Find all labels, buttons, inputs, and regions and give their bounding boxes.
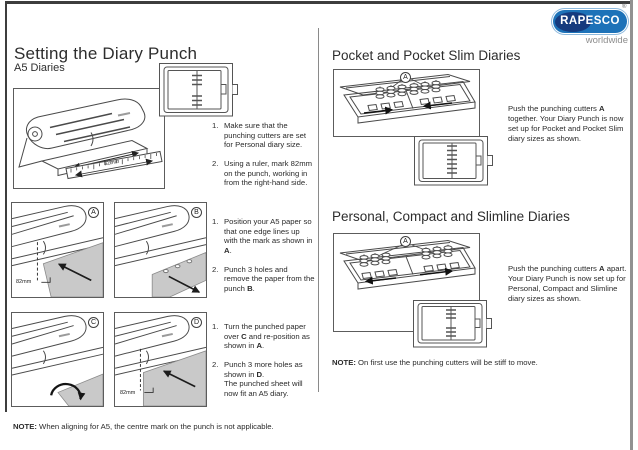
step-text: Position your A5 paper so that one edge lines up with the mark as shown in A.: [224, 217, 313, 255]
panel-b-figure: [114, 202, 207, 298]
pocket-binder-illustration: [414, 136, 493, 186]
step-text: Make sure that the punching cutters are set for Personal diary size.: [224, 121, 307, 150]
note-right-label: NOTE:: [332, 358, 356, 367]
registered-trademark-icon: ®: [622, 4, 627, 10]
logo-tagline: worldwide: [585, 35, 628, 46]
diary-punch-illustration: [14, 89, 164, 188]
a5-diary-binder-figure: [159, 63, 239, 117]
panel-d-label: D: [191, 317, 202, 328]
page-border-right: [630, 0, 633, 450]
step-number: 1.: [212, 322, 219, 331]
step: [212, 121, 316, 150]
step: [212, 217, 315, 256]
pocket-punch-figure: [333, 69, 480, 137]
page-border-left: [5, 1, 7, 412]
note-left-label: NOTE:: [13, 422, 37, 431]
personal-body-text: Push the punching cutters A apart. Your Diary Punch is now set up for Personal, Compact and Slimline diary sizes as shown.: [508, 264, 627, 303]
step-text: Punch 3 holes and remove the paper from the punch B.: [224, 264, 315, 293]
step: [212, 360, 317, 399]
rapesco-logo: [553, 10, 627, 33]
personal-binder-illustration: [413, 300, 492, 348]
ruler-measure-label: 82mm: [103, 158, 120, 168]
panel-c-label: C: [88, 317, 99, 328]
section-title-pocket: Pocket and Pocket Slim Diaries: [332, 48, 521, 63]
panel-a-figure: [11, 202, 104, 298]
a5-binder-illustration: [159, 63, 239, 117]
step: [212, 265, 315, 294]
panel-d-measure-label: 82mm: [120, 390, 136, 396]
pocket-body-text: Push the punching cutters A together. Your Diary Punch is now set up for Pocket and Pocket Slim diary sizes as shown.: [508, 104, 624, 143]
section-title-personal: Personal, Compact and Slimline Diaries: [332, 209, 570, 224]
note-left-text: When aligning for A5, the centre mark on the punch is not applicable.: [36, 422, 274, 431]
pocket-cutter-label: A: [400, 72, 411, 83]
panel-b-illustration: [115, 203, 206, 297]
note-right: [332, 358, 624, 367]
steps-turn: [212, 322, 317, 407]
step-text: Using a ruler, mark 82mm on the punch, working in from the right-hand side.: [224, 158, 313, 188]
personal-diary-binder-figure: [413, 300, 492, 348]
note-left: [13, 422, 313, 431]
step-number: 1.: [212, 121, 219, 130]
panel-c-figure: [11, 312, 104, 407]
step-number: 2.: [212, 158, 219, 168]
panel-a-measure-label: 82mm: [16, 279, 32, 285]
personal-cutter-label: A: [400, 236, 411, 247]
step: [212, 159, 316, 188]
step-text: Punch 3 more holes as shown in D. The punched sheet will now fit an A5 diary.: [224, 359, 303, 398]
step-number: 1.: [212, 217, 219, 226]
step: [212, 322, 317, 351]
step-number: 2.: [212, 359, 219, 369]
diary-punch-ruler-figure: [13, 88, 165, 189]
steps-setup: [212, 121, 316, 197]
section-title-setting: Setting the Diary Punch: [14, 44, 198, 63]
panel-a-label: A: [88, 207, 99, 218]
logo-wordmark: RAPESCO: [560, 15, 620, 27]
section-subtitle-a5: A5 Diaries: [14, 62, 65, 74]
pocket-diary-binder-figure: [414, 136, 493, 186]
page-border-top: [5, 1, 633, 4]
step-text: Turn the punched paper over C and re-position as shown in A.: [224, 322, 310, 351]
panel-d-figure: [114, 312, 207, 407]
panel-b-label: B: [191, 207, 202, 218]
column-divider: [318, 28, 319, 392]
steps-position: [212, 217, 315, 302]
note-right-text: On first use the punching cutters will be stiff to move.: [355, 358, 538, 367]
step-number: 2.: [212, 264, 219, 274]
